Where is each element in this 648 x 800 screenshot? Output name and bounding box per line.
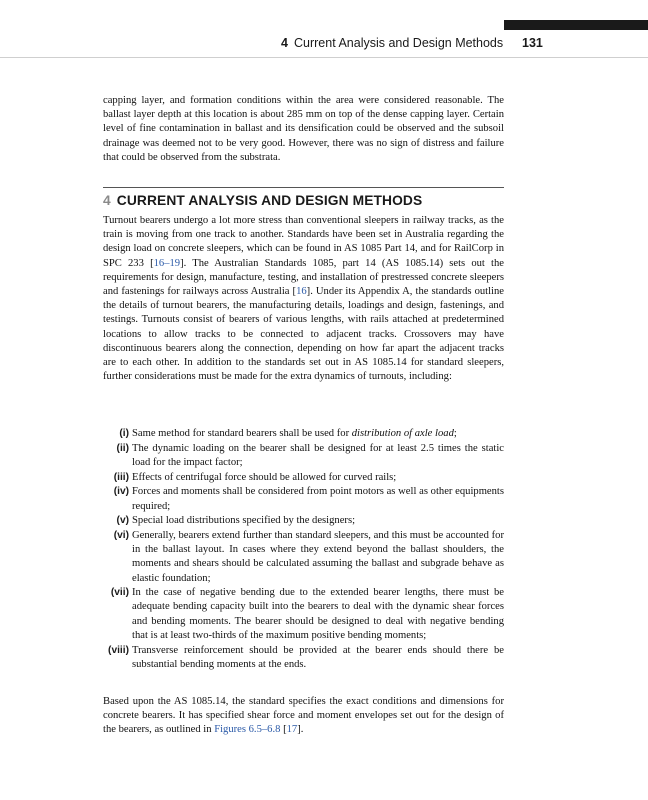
section-title: CURRENT ANALYSIS AND DESIGN METHODS bbox=[116, 193, 423, 208]
list-item-text: In the case of negative bending due to the extended bearer lengths, there must be adequate bending capacity built into the bearers to deal with the dynamic shear forces and bending moments. The bearer should be designed to deal with negative bending that is at least two-thirds of the maximum positive bending moments; bbox=[132, 587, 504, 641]
header-bar bbox=[504, 20, 648, 30]
section-divider bbox=[103, 187, 504, 188]
list-marker: (i) bbox=[119, 428, 129, 439]
list-item bbox=[103, 427, 504, 441]
body-paragraph bbox=[103, 214, 504, 384]
list-item-text: Effects of centrifugal force should be allowed for curved rails; bbox=[132, 471, 397, 483]
list-item-text: Generally, bearers extend further than standard sleepers, and this must be accounted for in the ballast layout. In cases where they extend beyond the ballast shoulders, the moments and shears should be calculated assuming the ballast and subgrade behave as elastic foundation; bbox=[132, 529, 504, 584]
header-divider bbox=[0, 57, 648, 58]
list-item-text: The dynamic loading on the bearer shall be designed for at least 2.5 times the static load for the impact factor; bbox=[132, 442, 504, 468]
list-marker: (iii) bbox=[113, 471, 129, 483]
citation-link[interactable]: 17 bbox=[286, 724, 298, 736]
list-item bbox=[103, 644, 504, 672]
list-marker: (vii) bbox=[110, 587, 129, 599]
list-item-emphasis: distribution of axle load bbox=[351, 428, 454, 439]
header-section-title: Current Analysis and Design Methods bbox=[294, 36, 504, 50]
closing-paragraph bbox=[103, 695, 504, 738]
running-header bbox=[0, 36, 648, 54]
paragraph-text: ]. Under its Appendix A, the standards outline the details of turnout bearers, the manufacturing details, loadings and design, fastenings, and testings. Turnouts consist of bearers of various lengths, with rails attached at predetermined locations to allow tracks to be connected to adjacent tracks. Crossovers may have discontinuous bearers along the connection, depending on how far apart the adjacent tracks are to each other. In addition to the standards set out in AS 1085.14 for standard sleepers, further considerations must be made for the extra dynamics of turnouts, including: bbox=[103, 286, 504, 383]
intro-paragraph: capping layer, and formation conditions within the area were considered reasonable. The ballast layer depth at this location is about 285 mm on top of the dense capping layer. Certain level of fine contamination in ballast and its densification could be observed and the subsoil drainage was deemed not to be very good. However, there was no sign of distress and failure that could be observed from the substrata. bbox=[103, 95, 504, 163]
list-marker: (ii) bbox=[116, 442, 129, 454]
header-section-number: 4 bbox=[281, 36, 288, 50]
list-item bbox=[103, 514, 504, 528]
page-number: 131 bbox=[522, 36, 543, 50]
section-number: 4 bbox=[103, 193, 111, 208]
paragraph-text: ]. bbox=[297, 724, 304, 736]
list-item-text: Transverse reinforcement should be provided at the bearer ends should there be substantial bending moments at the ends. bbox=[132, 644, 504, 670]
citation-link[interactable]: 16 bbox=[296, 286, 307, 298]
list-marker: (vi) bbox=[113, 529, 129, 541]
section-heading bbox=[103, 193, 422, 208]
paragraph-text: ]. The Australian Standards 1085, part 14 (AS 1085.14) sets out the requirements for design, manufacture, testing, and installation of prestressed concrete sleepers and fastenings for railways across Australia [ bbox=[103, 257, 504, 298]
list-item bbox=[103, 529, 504, 586]
figure-link[interactable]: Figures 6.5–6.8 bbox=[214, 724, 281, 736]
list-item-text: Forces and moments shall be considered from point motors as well as other equipments required; bbox=[132, 486, 504, 512]
paragraph-text: [ bbox=[280, 724, 287, 736]
list-marker: (v) bbox=[116, 515, 129, 527]
list-item bbox=[103, 586, 504, 643]
paragraph-text: Based upon the AS 1085.14, the standard specifies the exact conditions and dimensions for concrete bearers. It has specified shear force and moment envelopes set out for the design of the bearers, as outlined in bbox=[103, 696, 504, 736]
list-item bbox=[103, 442, 504, 470]
list-marker: (viii) bbox=[108, 644, 129, 656]
list-item-text: Special load distributions specified by the designers; bbox=[132, 515, 356, 527]
list-marker: (iv) bbox=[113, 486, 129, 498]
paragraph-text: Turnout bearers undergo a lot more stress than conventional sleepers in railway tracks, as the train is moving from one track to another. Standards have been set in Australia regarding the design load on concrete sleepers, which can be found in AS 1085 Part 14, and for RailCorp in SPC 233 [ bbox=[103, 215, 504, 269]
citation-link[interactable]: 16–19 bbox=[153, 257, 181, 269]
list-item bbox=[103, 485, 504, 513]
list-item-text: Same method for standard bearers shall be used for bbox=[132, 428, 352, 439]
list-item bbox=[103, 471, 504, 485]
considerations-list bbox=[103, 427, 504, 672]
list-item-text: ; bbox=[453, 428, 457, 439]
